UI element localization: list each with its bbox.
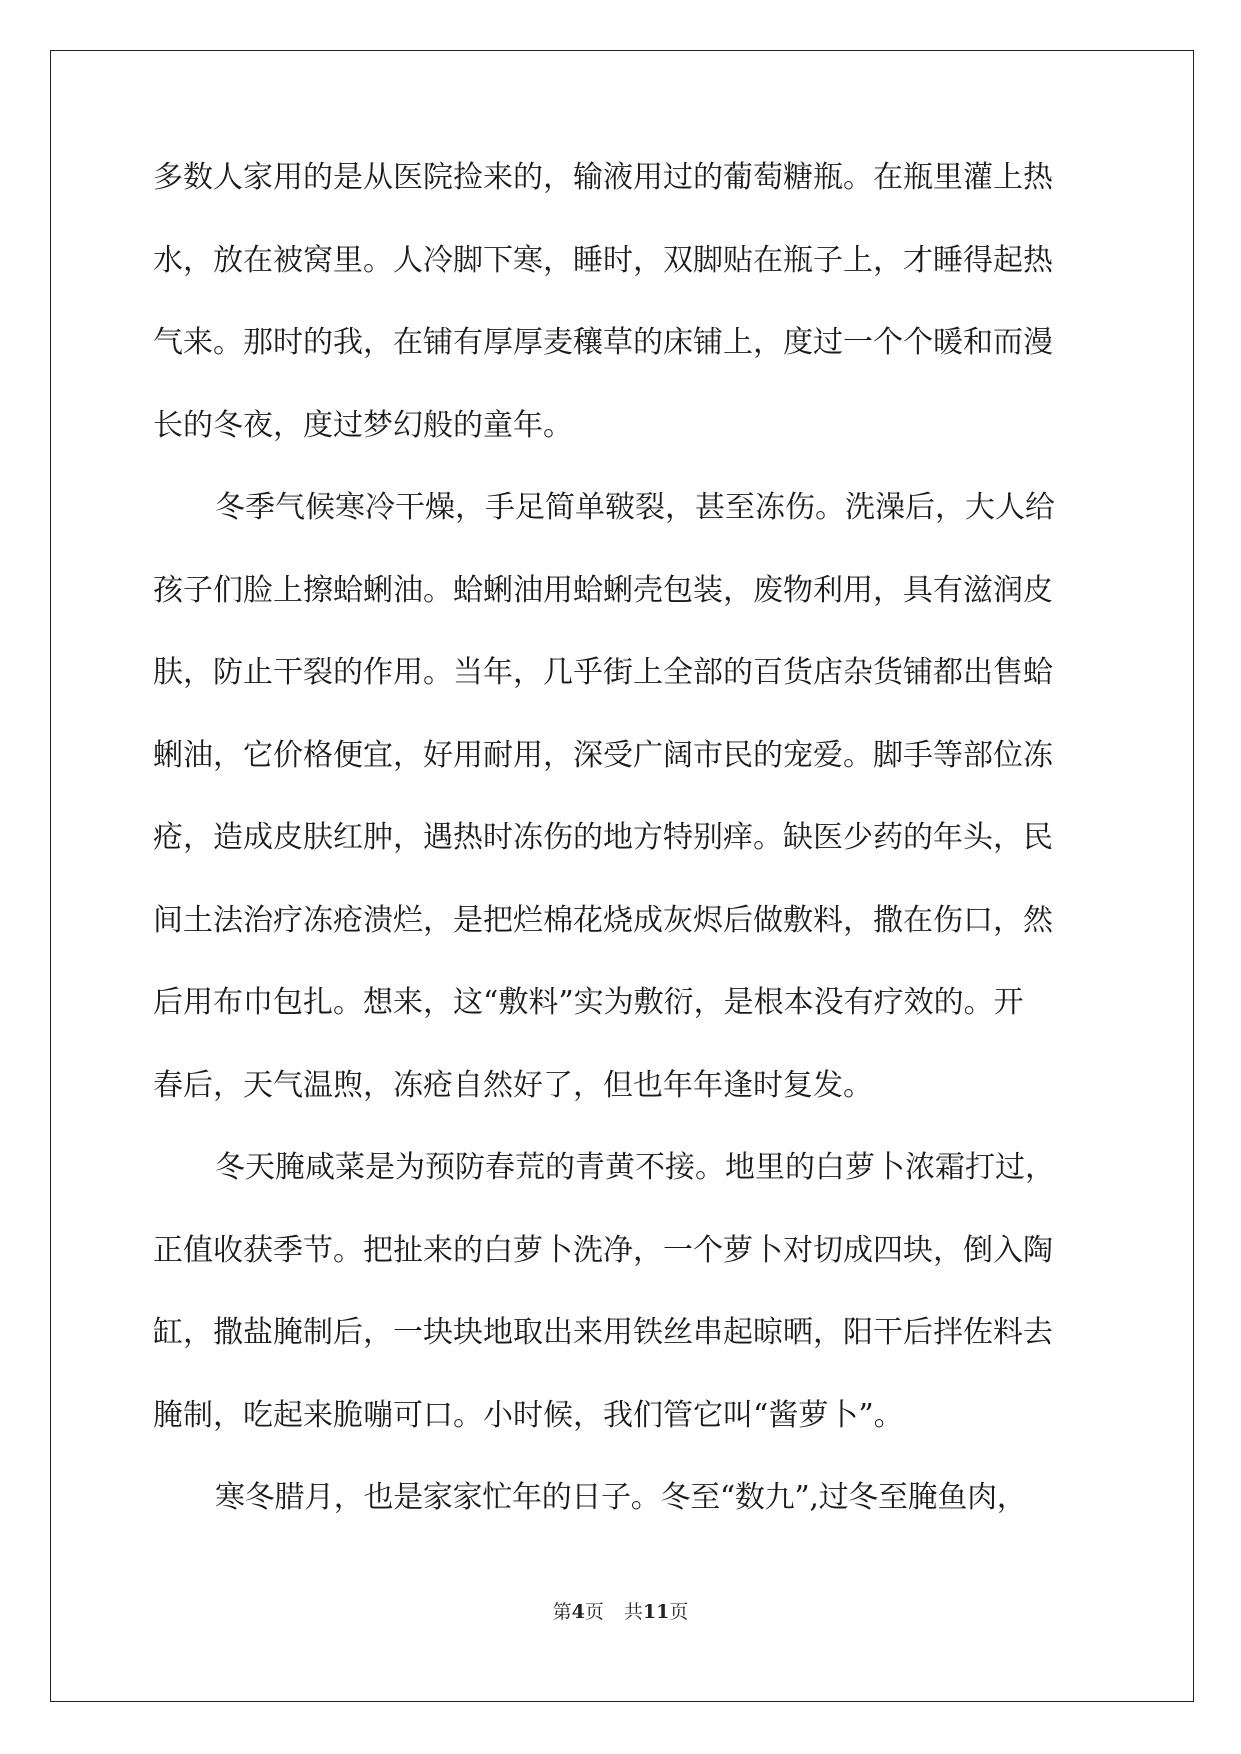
text-line-5: 冬季气候寒冷干燥，手足简单皲裂，甚至冻伤。洗澡后，大人给 bbox=[215, 490, 1055, 525]
total-suffix: 页 bbox=[669, 1601, 689, 1623]
page-footer bbox=[0, 1597, 1241, 1624]
text-line-15: 缸，撒盐腌制后，一块块地取出来用铁丝串起晾晒，阳干后拌佐料去 bbox=[153, 1315, 1053, 1350]
text-line-16: 腌制，吃起来脆嘣可口。小时候，我们管它叫“酱萝卜”。 bbox=[153, 1397, 904, 1433]
text-line-12: 春后，天气温煦，冻疮自然好了，但也年年逢时复发。 bbox=[153, 1067, 873, 1103]
text-line-1: 多数人家用的是从医院捡来的，输液用过的葡萄糖瓶。在瓶里灌上热 bbox=[153, 160, 1053, 195]
text-line-3: 气来。那时的我，在铺有厚厚麦穰草的床铺上，度过一个个暖和而漫 bbox=[153, 325, 1053, 360]
text-line-17: 寒冬腊月，也是家家忙年的日子。冬至“数九”,过冬至腌鱼肉， bbox=[215, 1480, 1027, 1515]
text-line-10: 间土法治疗冻疮溃烂，是把烂棉花烧成灰烬后做敷料，撒在伤口，然 bbox=[153, 902, 1053, 938]
text-line-4: 长的冬夜，度过梦幻般的童年。 bbox=[153, 407, 573, 443]
page-suffix: 页 bbox=[584, 1601, 604, 1623]
total-prefix: 共 bbox=[623, 1601, 643, 1623]
text-line-13: 冬天腌咸菜是为预防春荒的青黄不接。地里的白萝卜浓霜打过， bbox=[215, 1150, 1055, 1185]
total-pages: 11 bbox=[642, 1601, 670, 1623]
text-line-11: 后用布巾包扎。想来，这“敷料”实为敷衍，是根本没有疗效的。开 bbox=[153, 985, 1024, 1020]
text-line-6: 孩子们脸上擦蛤蜊油。蛤蜊油用蛤蜊壳包装，废物利用，具有滋润皮 bbox=[153, 572, 1053, 608]
page-prefix: 第 bbox=[552, 1601, 572, 1623]
text-line-2: 水，放在被窝里。人冷脚下寒，睡时，双脚贴在瓶子上，才睡得起热 bbox=[153, 242, 1053, 278]
page-number: 4 bbox=[571, 1601, 585, 1623]
text-line-8: 蜊油，它价格便宜，好用耐用，深受广阔市民的宠爱。脚手等部位冻 bbox=[153, 737, 1053, 773]
text-line-14: 正值收获季节。把扯来的白萝卜洗净，一个萝卜对切成四块，倒入陶 bbox=[153, 1232, 1053, 1268]
document-body bbox=[153, 161, 1089, 1564]
text-line-9: 疮，造成皮肤红肿，遇热时冻伤的地方特别痒。缺医少药的年头，民 bbox=[153, 820, 1053, 855]
text-line-7: 肤，防止干裂的作用。当年，几乎街上全部的百货店杂货铺都出售蛤 bbox=[153, 655, 1053, 690]
